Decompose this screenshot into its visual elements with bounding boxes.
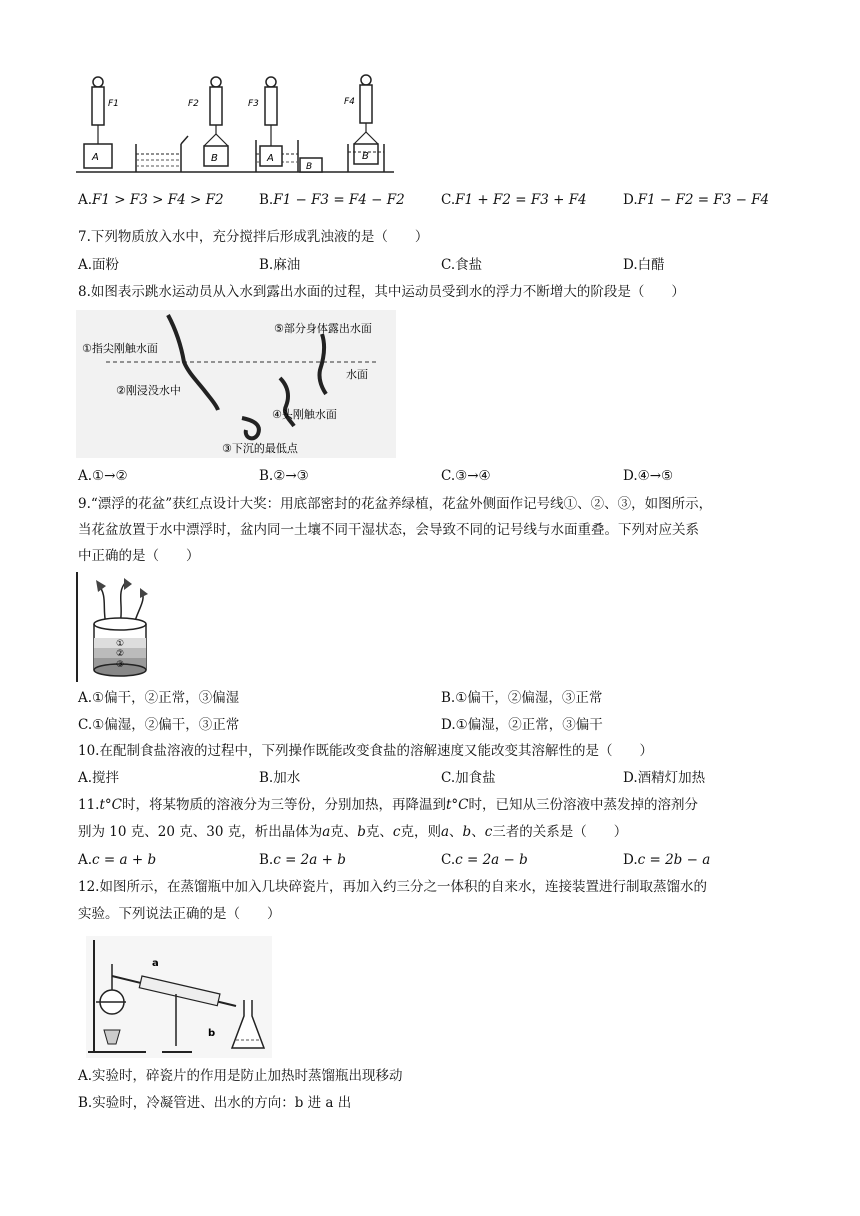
q11-option-c[interactable]: C.c = 2a − b xyxy=(441,852,528,868)
q12-stem-line-1: 12.如图所示，在蒸馏瓶中加入几块碎瓷片，再加入约三分之一体积的自来水，连接装置进行制取蒸馏水的 xyxy=(78,879,707,895)
q11-stem-line-2: 别为 10 克、20 克、30 克，析出晶体为a克、b克、c克，则a、b、c三者的关系是（ ） xyxy=(78,824,628,840)
condenser-port-b: b xyxy=(208,1028,216,1039)
diver-figure xyxy=(76,310,396,458)
q9-stem-line-2: 当花盆放置于水中漂浮时，盆内同一土壤不同干湿状态，会导致不同的记号线与水面重叠。下列对应关系 xyxy=(78,522,699,538)
stage-label-5: ⑤部分身体露出水面 xyxy=(274,322,372,335)
block-label-a1: A xyxy=(92,152,99,163)
q7-option-b[interactable]: B.麻油 xyxy=(259,257,301,273)
q9-stem-line-1: 9.“漂浮的花盆”获红点设计大奖：用底部密封的花盆养绿植，花盆外侧面作记号线①、②、③，如图所示， xyxy=(78,496,713,512)
mark-line-3: ③ xyxy=(116,660,125,670)
q6-option-d-expr: F1 − F2 = F3 − F4 xyxy=(637,192,770,208)
condenser-port-a: a xyxy=(152,958,159,969)
q9-option-c[interactable]: C.①偏湿，②偏干，③正常 xyxy=(78,717,240,733)
stage-label-2: ②刚浸没水中 xyxy=(116,384,181,397)
q10-option-d[interactable]: D.酒精灯加热 xyxy=(623,770,706,786)
q11-option-a[interactable]: A.c = a + b xyxy=(78,852,157,868)
force-label-f1: F1 xyxy=(108,99,119,109)
q8-option-b[interactable]: B.②→③ xyxy=(259,468,309,484)
q12-option-a[interactable]: A.实验时，碎瓷片的作用是防止加热时蒸馏瓶出现移动 xyxy=(78,1068,403,1084)
q6-option-b-expr: F1 − F3 = F4 − F2 xyxy=(273,192,405,208)
force-label-f4: F4 xyxy=(344,97,355,107)
distillation-figure xyxy=(86,936,272,1058)
flowerpot-figure xyxy=(76,572,160,682)
q6-option-a[interactable]: A.F1 > F3 > F4 > F2 xyxy=(78,192,224,208)
q7-stem: 7.下列物质放入水中，充分搅拌后形成乳浊液的是（ ） xyxy=(78,229,429,245)
q9-option-d[interactable]: D.①偏湿，②正常，③偏干 xyxy=(441,717,603,733)
q6-option-c-expr: F1 + F2 = F3 + F4 xyxy=(455,192,587,208)
block-label-b2: B xyxy=(306,162,313,172)
q11-stem-line-1: 11.t°C时，将某物质的溶液分为三等份，分别加热，再降温到t°C时，已知从三份溶液中蒸发掉的溶剂分 xyxy=(78,797,699,813)
force-label-f2: F2 xyxy=(188,99,199,109)
q6-option-c[interactable]: C.F1 + F2 = F3 + F4 xyxy=(441,192,587,208)
q12-stem-line-2: 实验。下列说法正确的是（ ） xyxy=(78,906,281,922)
q6-option-b[interactable]: B.F1 − F3 = F4 − F2 xyxy=(259,192,405,208)
q9-option-b[interactable]: B.①偏干，②偏湿，③正常 xyxy=(441,690,603,706)
q6-option-d[interactable]: D.F1 − F2 = F3 − F4 xyxy=(623,192,770,208)
q7-option-a[interactable]: A.面粉 xyxy=(78,257,120,273)
q10-stem: 10.在配制食盐溶液的过程中，下列操作既能改变食盐的溶解速度又能改变其溶解性的是（ ） xyxy=(78,743,653,759)
mark-line-2: ② xyxy=(116,649,125,659)
q10-option-b[interactable]: B.加水 xyxy=(259,770,301,786)
var-a: a xyxy=(322,824,331,840)
block-label-a2: A xyxy=(267,153,274,164)
var-b: b xyxy=(357,824,366,840)
q7-option-c[interactable]: C.食盐 xyxy=(441,257,483,273)
temperature-symbol: t°C xyxy=(446,797,469,813)
spring-scale-figure xyxy=(76,74,394,174)
q6-option-a-expr: F1 > F3 > F4 > F2 xyxy=(92,192,224,208)
stage-label-3: ③下沉的最低点 xyxy=(222,442,298,455)
stage-label-1: ①指尖刚触水面 xyxy=(82,342,158,355)
q8-option-a[interactable]: A.①→② xyxy=(78,468,128,484)
var-c: c xyxy=(392,824,401,840)
q9-option-a[interactable]: A.①偏干，②正常，③偏湿 xyxy=(78,690,240,706)
water-surface-label: 水面 xyxy=(346,368,368,381)
temperature-symbol: t°C xyxy=(99,797,122,813)
mark-line-1: ① xyxy=(116,639,125,649)
q10-option-c[interactable]: C.加食盐 xyxy=(441,770,496,786)
q11-option-b[interactable]: B.c = 2a + b xyxy=(259,852,346,868)
force-label-f3: F3 xyxy=(248,99,259,109)
q12-option-b[interactable]: B.实验时，冷凝管进、出水的方向：b 进 a 出 xyxy=(78,1095,352,1111)
q8-option-c[interactable]: C.③→④ xyxy=(441,468,491,484)
q8-stem: 8.如图表示跳水运动员从入水到露出水面的过程，其中运动员受到水的浮力不断增大的阶段是（ ） xyxy=(78,284,685,300)
block-label-b1: B xyxy=(211,153,218,164)
q7-option-d[interactable]: D.白醋 xyxy=(623,257,665,273)
stage-label-4: ④头刚触水面 xyxy=(272,408,337,421)
block-label-b3: B xyxy=(362,151,369,162)
q9-stem-line-3: 中正确的是（ ） xyxy=(78,548,200,564)
q11-option-d[interactable]: D.c = 2b − a xyxy=(623,852,711,868)
q8-option-d[interactable]: D.④→⑤ xyxy=(623,468,674,484)
q10-option-a[interactable]: A.搅拌 xyxy=(78,770,120,786)
